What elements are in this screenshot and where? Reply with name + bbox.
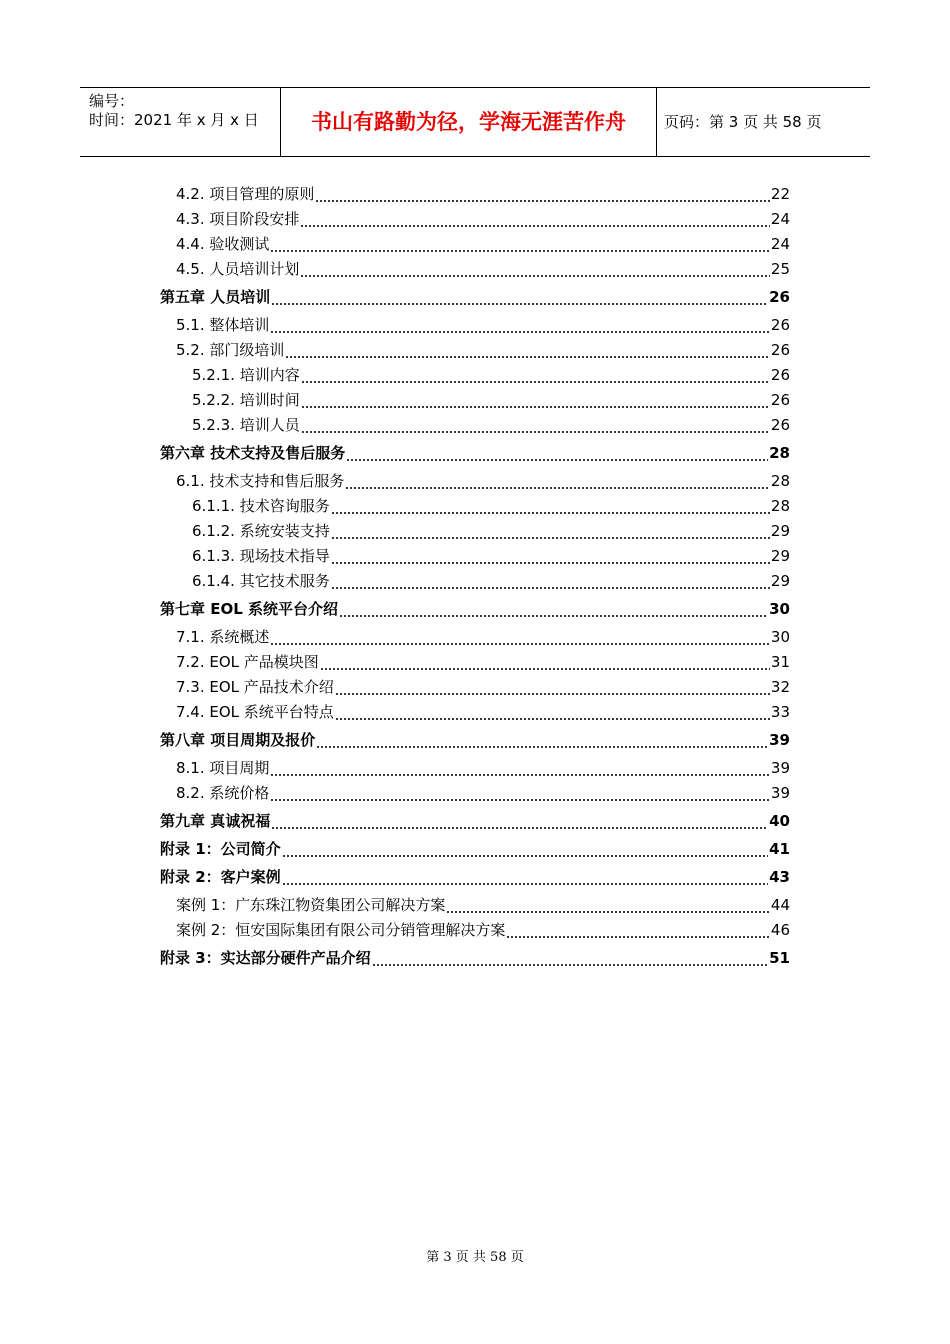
- toc-chapter-entry[interactable]: [160, 439, 790, 463]
- toc-entry-page-number: 29: [770, 547, 790, 565]
- toc-entry-label: 6.1.2. 系统安装支持: [192, 522, 330, 540]
- toc-dot-leader: [301, 415, 770, 435]
- toc-section-entry[interactable]: [176, 779, 790, 803]
- toc-entry-page-number: 29: [770, 522, 790, 540]
- toc-entry-page-number: 39: [769, 731, 790, 749]
- toc-section-entry[interactable]: [192, 361, 790, 385]
- header-motto: 书山有路勤为径，学海无涯苦作舟: [280, 88, 657, 156]
- toc-dot-leader: [315, 184, 770, 204]
- toc-entry-label: 6.1.4. 其它技术服务: [192, 572, 330, 590]
- toc-dot-leader: [335, 702, 770, 722]
- toc-section-entry[interactable]: [176, 311, 790, 335]
- toc-entry-page-number: 39: [770, 784, 790, 802]
- toc-section-entry[interactable]: [176, 205, 790, 229]
- toc-section-entry[interactable]: [192, 386, 790, 410]
- toc-dot-leader: [331, 521, 770, 541]
- header-page-info: 页码：第 3 页 共 58 页: [664, 113, 822, 131]
- toc-entry-page-number: 26: [770, 416, 790, 434]
- toc-entry-page-number: 26: [770, 391, 790, 409]
- toc-entry-label: 附录 1：公司简介: [160, 840, 281, 858]
- toc-dot-leader: [446, 895, 770, 915]
- toc-entry-label: 5.1. 整体培训: [176, 316, 270, 334]
- toc-entry-page-number: 26: [770, 341, 790, 359]
- toc-entry-page-number: 30: [770, 628, 790, 646]
- toc-entry-label: 4.4. 验收测试: [176, 235, 270, 253]
- page-header: [80, 87, 870, 157]
- toc-section-entry[interactable]: [176, 698, 790, 722]
- toc-dot-leader: [320, 652, 770, 672]
- toc-entry-label: 第七章 EOL 系统平台介绍: [160, 600, 339, 618]
- toc-entry-label: 案例 1：广东珠江物资集团公司解决方案: [176, 896, 446, 914]
- toc-section-entry[interactable]: [176, 648, 790, 672]
- toc-section-entry[interactable]: [176, 467, 790, 491]
- toc-entry-label: 案例 2：恒安国际集团有限公司分销管理解决方案: [176, 921, 506, 939]
- toc-entry-label: 6.1. 技术支持和售后服务: [176, 472, 345, 490]
- toc-dot-leader: [301, 365, 770, 385]
- toc-entry-label: 第五章 人员培训: [160, 288, 271, 306]
- toc-section-entry[interactable]: [176, 255, 790, 279]
- toc-entry-page-number: 39: [770, 759, 790, 777]
- page-footer: 第 3 页 共 58 页: [426, 1250, 524, 1265]
- toc-section-entry[interactable]: [176, 673, 790, 697]
- toc-chapter-entry[interactable]: [160, 595, 790, 619]
- toc-entry-label: 第九章 真诚祝福: [160, 812, 271, 830]
- toc-entry-page-number: 46: [770, 921, 790, 939]
- toc-entry-page-number: 26: [770, 366, 790, 384]
- toc-entry-page-number: 31: [770, 653, 790, 671]
- toc-dot-leader: [335, 677, 770, 697]
- toc-entry-label: 4.3. 项目阶段安排: [176, 210, 300, 228]
- toc-entry-page-number: 41: [769, 840, 790, 858]
- toc-dot-leader: [331, 496, 770, 516]
- toc-dot-leader: [300, 259, 770, 279]
- toc-section-entry[interactable]: [192, 492, 790, 516]
- toc-entry-label: 第六章 技术支持及售后服务: [160, 444, 346, 462]
- toc-section-entry[interactable]: [192, 542, 790, 566]
- toc-entry-label: 6.1.1. 技术咨询服务: [192, 497, 330, 515]
- toc-entry-label: 5.2.2. 培训时间: [192, 391, 300, 409]
- toc-section-entry[interactable]: [176, 891, 790, 915]
- toc-entry-page-number: 32: [770, 678, 790, 696]
- toc-section-entry[interactable]: [176, 623, 790, 647]
- toc-section-entry[interactable]: [176, 336, 790, 360]
- toc-entry-label: 8.2. 系统价格: [176, 784, 270, 802]
- toc-entry-label: 附录 3：实达部分硬件产品介绍: [160, 949, 371, 967]
- toc-dot-leader: [270, 315, 770, 335]
- toc-entry-label: 6.1.3. 现场技术指导: [192, 547, 330, 565]
- toc-entry-page-number: 43: [769, 868, 790, 886]
- toc-entry-label: 7.1. 系统概述: [176, 628, 270, 646]
- toc-chapter-entry[interactable]: [160, 807, 790, 831]
- toc-dot-leader: [316, 730, 768, 750]
- toc-chapter-entry[interactable]: [160, 835, 790, 859]
- toc-chapter-entry[interactable]: [160, 726, 790, 750]
- toc-entry-page-number: 29: [770, 572, 790, 590]
- toc-entry-label: 5.2.1. 培训内容: [192, 366, 300, 384]
- toc-entry-page-number: 26: [769, 288, 790, 306]
- toc-dot-leader: [300, 209, 770, 229]
- toc-entry-page-number: 28: [770, 497, 790, 515]
- toc-section-entry[interactable]: [176, 916, 790, 940]
- toc-entry-label: 5.2.3. 培训人员: [192, 416, 300, 434]
- toc-dot-leader: [285, 340, 770, 360]
- toc-dot-leader: [270, 234, 770, 254]
- toc-chapter-entry[interactable]: [160, 283, 790, 307]
- toc-entry-page-number: 40: [769, 812, 790, 830]
- toc-entry-page-number: 24: [770, 210, 790, 228]
- toc-entry-label: 7.3. EOL 产品技术介绍: [176, 678, 334, 696]
- toc-entry-label: 4.5. 人员培训计划: [176, 260, 300, 278]
- toc-dot-leader: [372, 948, 768, 968]
- toc-dot-leader: [345, 471, 770, 491]
- toc-dot-leader: [270, 758, 770, 778]
- toc-entry-page-number: 26: [770, 316, 790, 334]
- toc-entry-label: 5.2. 部门级培训: [176, 341, 285, 359]
- toc-dot-leader: [271, 287, 768, 307]
- toc-dot-leader: [331, 546, 770, 566]
- toc-dot-leader: [339, 599, 768, 619]
- toc-dot-leader: [282, 839, 768, 859]
- toc-dot-leader: [271, 811, 768, 831]
- toc-entry-page-number: 22: [770, 185, 790, 203]
- toc-dot-leader: [301, 390, 770, 410]
- document-date: 时间：2021 年 x 月 x 日: [89, 111, 259, 129]
- toc-chapter-entry[interactable]: [160, 944, 790, 968]
- toc-section-entry[interactable]: [192, 567, 790, 591]
- toc-dot-leader: [506, 920, 770, 940]
- header-meta: [80, 88, 280, 156]
- toc-dot-leader: [282, 867, 768, 887]
- toc-dot-leader: [270, 627, 770, 647]
- toc-dot-leader: [346, 443, 768, 463]
- toc-dot-leader: [270, 783, 770, 803]
- toc-entry-label: 第八章 项目周期及报价: [160, 731, 316, 749]
- toc-chapter-entry[interactable]: [160, 863, 790, 887]
- toc-section-entry[interactable]: [176, 230, 790, 254]
- document-number-label: 编号：: [89, 92, 135, 110]
- toc-section-entry[interactable]: [176, 754, 790, 778]
- toc-entry-label: 附录 2：客户案例: [160, 868, 281, 886]
- toc-entry-page-number: 30: [769, 600, 790, 618]
- toc-entry-label: 7.2. EOL 产品模块图: [176, 653, 319, 671]
- toc-entry-page-number: 28: [769, 444, 790, 462]
- toc-entry-label: 8.1. 项目周期: [176, 759, 270, 777]
- toc-entry-page-number: 28: [770, 472, 790, 490]
- toc-section-entry[interactable]: [192, 411, 790, 435]
- toc-dot-leader: [331, 571, 770, 591]
- toc-entry-page-number: 24: [770, 235, 790, 253]
- toc-section-entry[interactable]: [192, 517, 790, 541]
- toc-entry-label: 7.4. EOL 系统平台特点: [176, 703, 334, 721]
- toc-section-entry[interactable]: [176, 180, 790, 204]
- toc-entry-label: 4.2. 项目管理的原则: [176, 185, 315, 203]
- toc-entry-page-number: 44: [770, 896, 790, 914]
- toc-entry-page-number: 51: [769, 949, 790, 967]
- toc-entry-page-number: 33: [770, 703, 790, 721]
- toc-entry-page-number: 25: [770, 260, 790, 278]
